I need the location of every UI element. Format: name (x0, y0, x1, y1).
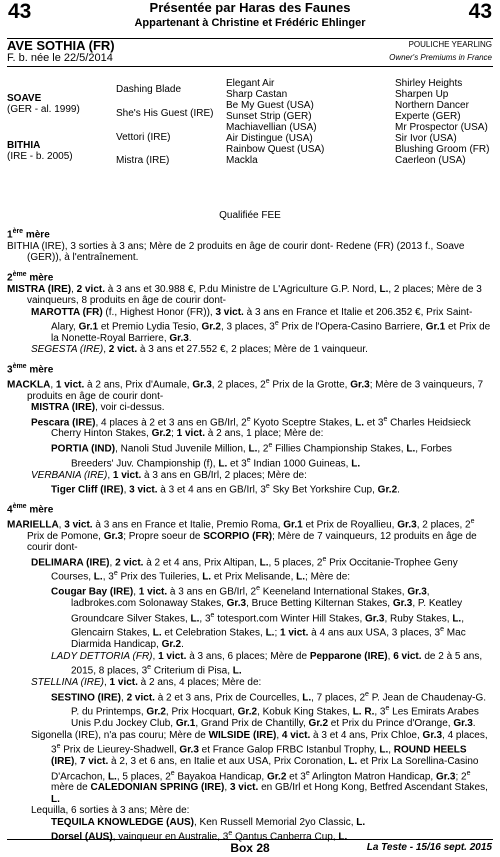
horse-type: POULICHE YEARLING (408, 40, 492, 49)
owner-premium: Owner's Premiums in France (389, 53, 492, 62)
pedigree-gen3: Rainbow Quest (USA) (226, 144, 325, 155)
sire-info: (GER - al. 1999) (7, 104, 80, 115)
box-number: Box 28 (230, 841, 270, 855)
section-heading: 2ème mère (7, 270, 54, 284)
horse-name: AVE SOTHIA (FR) (7, 38, 115, 53)
catalogue-header (0, 0, 500, 38)
pedigree-gen4: Experte (GER) (395, 111, 461, 122)
pedigree-gen4: Shirley Heights (395, 78, 463, 89)
dam: BITHIA (7, 140, 41, 151)
paragraph: Lequilla, 6 sorties à 3 ans; Mère de: (31, 805, 190, 817)
paragraph: Cougar Bay (IRE), 1 vict. à 3 ans en GB/Irl, 2e Keeneland International Stakes, Gr.3, ladbrokes.com Solonaway Stakes, Gr.3, Bruce Betting Kilternan Stakes, Gr.3, P. Keatley Groundcare Silver Stakes, L., 3e totesport.com Winter Hill Stakes, Gr.3, Ruby Stakes, L., Glencairn Stakes, L. et Celebration Stakes, L.; 1 vict. à 4 ans aux USA, 3 places, 3e Mac Diarmida Handicap, Gr.2. (51, 585, 466, 651)
pedigree-gen4: Sir Ivor (USA) (395, 133, 457, 144)
sire: SOAVE (7, 93, 42, 104)
section-heading: 4ème mère (7, 502, 54, 516)
paragraph: LADY DETTORIA (FR), 1 vict. à 3 ans, 6 places; Mère de Pepparone (IRE), 6 vict. de 2 à 5 ans, 2015, 8 places, 3e Criterium di Pisa, L. (51, 650, 483, 677)
paragraph: MISTRA (IRE), 2 vict. à 3 ans et 30.988 €, P.du Ministre de L'Agriculture G.P. Nord, L., 2 places; Mère de 3 vainqueurs, 8 produits en âge de courir dont- (7, 283, 482, 307)
pedigree-gen3: Air Distingue (USA) (226, 133, 313, 144)
sale-event: La Teste - 15/16 sept. 2015 (366, 842, 492, 853)
pedigree-gen3: Elegant Air (226, 78, 275, 89)
section-heading: 3ème mère (7, 362, 54, 376)
section-heading: 1ère mère (7, 228, 50, 241)
lot-number-right: 43 (468, 0, 492, 23)
paragraph: Sigonella (IRE), n'a pas couru; Mère de WILSIDE (IRE), 4 vict. à 3 et 4 ans, Prix Chloe, Gr.3, 4 places, 3e Prix de Lieurey-Shadwell, Gr.3 et France Galop FRBC Istanbul Trophy, L., ROUND HEELS (IRE), 7 vict. à 2, 3 et 6 ans, en Italie et aux USA, Prix Coronation, L. et Prix La Sorellina-Casino D'Arcachon, L., 5 places, 2e Bayakoa Handicap, Gr.2 et 3e Arlington Matron Handicap, Gr.3; 2e mère de CALEDONIAN SPRING (IRE), 3 vict. en GB/Irl et Hong Kong, Betfred Ascendant Stakes, L. (31, 729, 488, 805)
horse-birth: F. b. née le 22/5/2014 (7, 52, 113, 64)
footer (0, 839, 500, 857)
pedigree-gen3: Be My Guest (USA) (226, 100, 314, 111)
paragraph: TEQUILA KNOWLEDGE (AUS), Ken Russell Memorial 2yo Classic, L. (51, 816, 366, 828)
pedigree-gen2: Dashing Blade (116, 84, 182, 95)
pedigree-gen2: Mistra (IRE) (116, 155, 170, 166)
paragraph: Dorsel (AUS), vainqueur en Australie, 3e Qantus Canberra Cup, L. (51, 830, 348, 843)
paragraph: BITHIA (IRE), 3 sorties à 3 ans; Mère de 2 produits en âge de courir dont- Redene (FR) (2013 f., Soave (GER)), à l'entraînement. (7, 240, 465, 264)
paragraph: Pescara (IRE), 4 places à 2 et 3 ans en GB/Irl, 2e Kyoto Sceptre Stakes, L. et 3e Charles Heidsieck Cherry Hinton Stakes, Gr.2; 1 vict. à 2 ans, 1 place; Mère de: (31, 415, 471, 440)
paragraph: SEGESTA (IRE), 2 vict. à 3 ans et 27.552 €, 2 places; Mère de 1 vainqueur. (31, 344, 368, 356)
paragraph: VERBANIA (IRE), 1 vict. à 3 ans en GB/Irl, 2 places; Mère de: (31, 469, 307, 481)
pedigree-gen4: Northern Dancer (395, 100, 469, 111)
pedigree-gen4: Blushing Groom (FR) (395, 144, 490, 155)
qualification: Qualifiée FEE (219, 210, 281, 221)
pedigree-gen4: Mr Prospector (USA) (395, 122, 488, 133)
owner: Appartenant à Christine et Frédéric Ehlinger (134, 17, 366, 29)
paragraph: MISTRA (IRE), voir ci-dessus. (31, 402, 165, 414)
paragraph: MARIELLA, 3 vict. à 3 ans en France et Italie, Premio Roma, Gr.1 et Prix de Royallieu, Gr.3, 2 places, 2e Prix de Pomone, Gr.3; Propre soeur de SCORPIO (FR); Mère de 7 vainqueurs, 12 produits en âge de courir dont- (7, 517, 477, 554)
paragraph: Tiger Cliff (IRE), 3 vict. à 3 et 4 ans en GB/Irl, 3e Sky Bet Yorkshire Cup, Gr.2. (51, 483, 400, 496)
pedigree-gen2: She's His Guest (IRE) (116, 108, 214, 119)
consignor: Présentée par Haras des Faunes (149, 0, 351, 15)
lot-number: 43 (8, 0, 32, 23)
pedigree-gen2: Vettori (IRE) (116, 132, 171, 143)
dam-info: (IRE - b. 2005) (7, 151, 73, 162)
pedigree-gen3: Sunset Strip (GER) (226, 111, 312, 122)
paragraph: PORTIA (IND), Nanoli Stud Juvenile Million, L., 2e Fillies Championship Stakes, L., Forbes Breeders' Juv. Championship (f), L. et 3e Indian 1000 Guineas, L. (51, 441, 452, 470)
paragraph: MACKLA, 1 vict. à 2 ans, Prix d'Aumale, Gr.3, 2 places, 2e Prix de la Grotte, Gr.3; Mère de 3 vainqueurs, 7 produits en âge de courir dont- (7, 377, 484, 402)
produce-record (7, 223, 493, 843)
paragraph: STELLINA (IRE), 1 vict. à 2 ans, 4 places; Mère de: (31, 677, 262, 689)
pedigree-gen3: Sharp Castan (226, 89, 288, 100)
paragraph: DELIMARA (IRE), 2 vict. à 2 et 4 ans, Prix Altipan, L., 5 places, 2e Prix Occitanie-Trophee Geny Courses, L., 3e Prix des Tuileries, L. et Prix Melisande, L.; Mère de: (31, 555, 458, 583)
paragraph: SESTINO (IRE), 2 vict. à 2 et 3 ans, Prix de Courcelles, L., 7 places, 2e P. Jean de Chaudenay-G. P. du Printemps, Gr.2, Prix Hocquart, Gr.2, Kobuk King Stakes, L. R., 3e Les Emirats Arabes Unis P.du Jockey Club, Gr.1, Grand Prix de Chantilly, Gr.2 et Prix du Prince d'Orange, Gr.3. (51, 690, 487, 730)
pedigree-gen4: Sharpen Up (395, 89, 449, 100)
pedigree-gen3: Machiavellian (USA) (226, 122, 317, 133)
divider (7, 66, 493, 67)
pedigree-gen4: Caerleon (USA) (395, 155, 466, 166)
pedigree-gen3: Mackla (226, 155, 258, 166)
paragraph: MAROTTA (FR) (f., Highest Honor (FR)), 3 vict. à 3 ans en France et Italie et 206.352 €, Prix Saint-Alary, Gr.1 et Premio Lydia Tesio, Gr.2, 3 places, 3e Prix de l'Opera-Casino Barriere, Gr.1 et Prix de la Nonette-Royal Barriere, Gr.3. (31, 306, 491, 344)
